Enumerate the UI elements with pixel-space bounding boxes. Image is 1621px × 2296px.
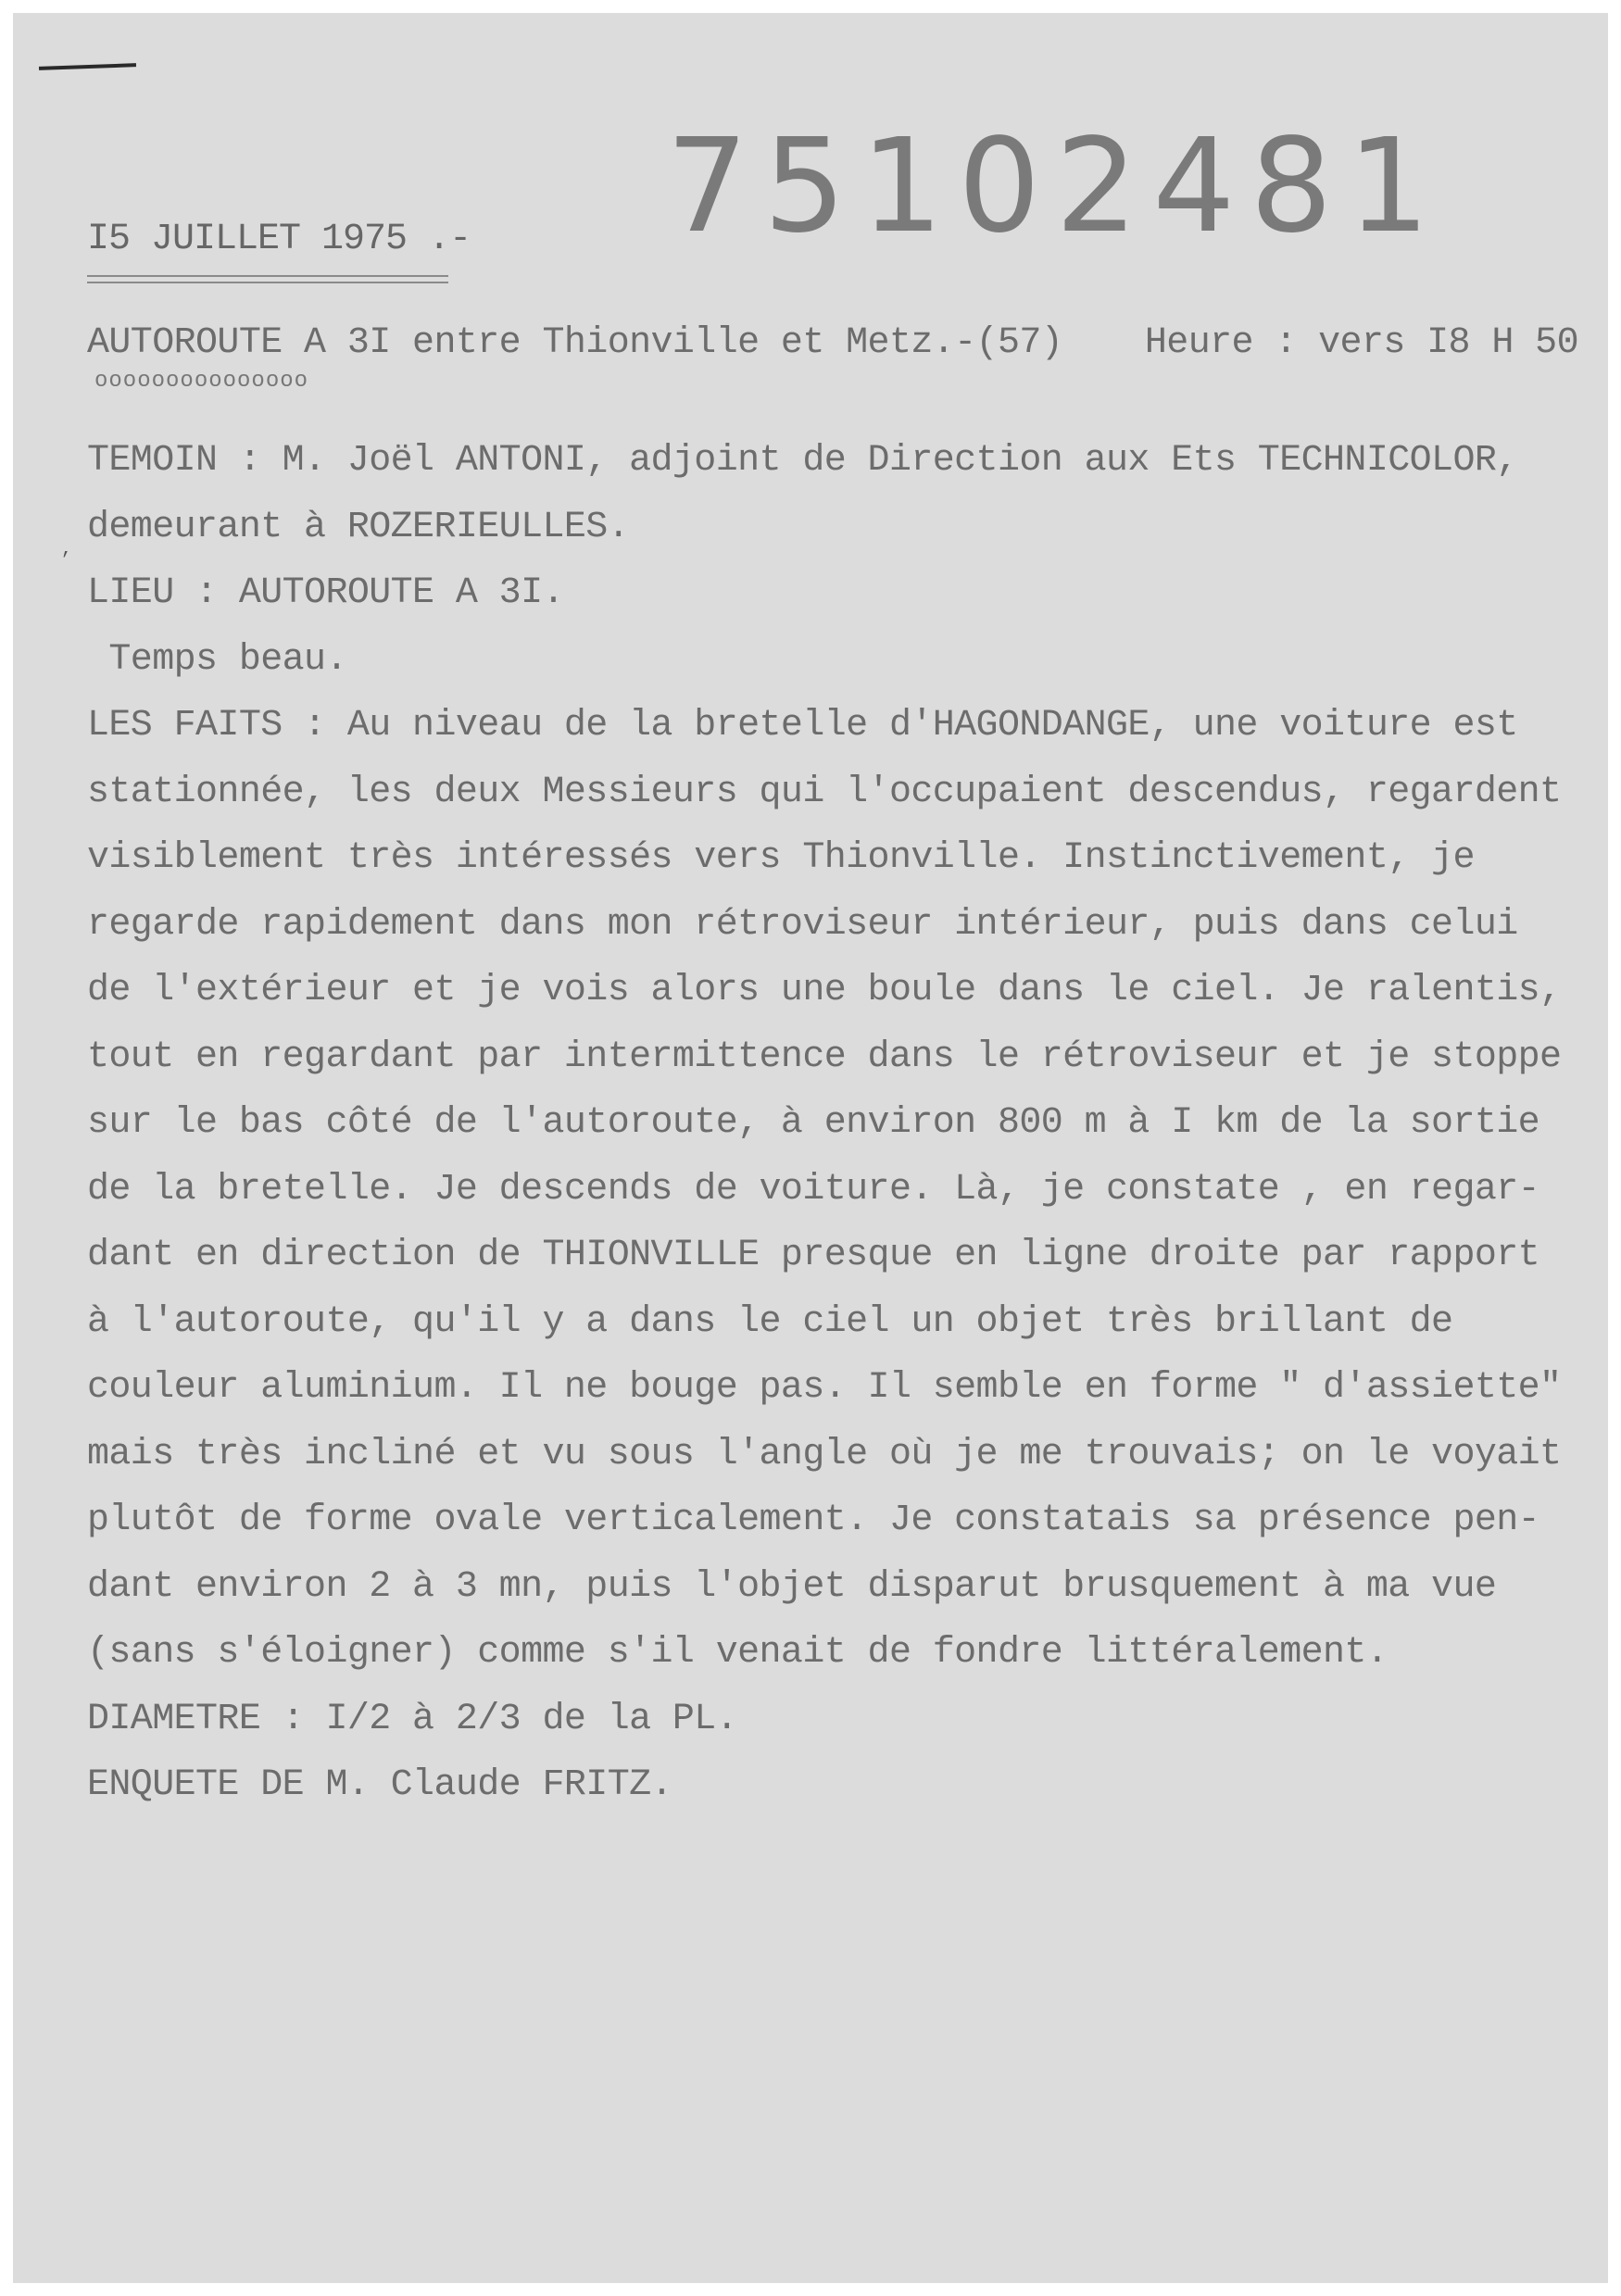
text-line: de la bretelle. Je descends de voiture. Là, je constate , en regar- <box>87 1168 1540 1211</box>
text-line: sur le bas côté de l'autoroute, à environ 800 m à I km de la sortie <box>87 1102 1540 1144</box>
margin-mark: , <box>61 539 73 560</box>
time-line: Heure : vers I8 H 50 <box>1144 322 1578 364</box>
date-underline <box>87 275 448 283</box>
report-date: I5 JUILLET 1975 .- <box>87 219 471 260</box>
text-line: TEMOIN : M. Joël ANTONI, adjoint de Direction aux Ets TECHNICOLOR, <box>87 440 1518 482</box>
circle-underline: ooooooooooooooo <box>94 369 309 394</box>
text-line: regarde rapidement dans mon rétroviseur intérieur, puis dans celui <box>87 903 1518 946</box>
corner-pen-mark <box>39 63 136 70</box>
text-line: demeurant à ROZERIEULLES. <box>87 506 630 548</box>
text-line: dant en direction de THIONVILLE presque en ligne droite par rapport <box>87 1235 1540 1276</box>
text-line: dant environ 2 à 3 mn, puis l'objet disparut brusquement à ma vue <box>87 1565 1497 1608</box>
text-line: (sans s'éloigner) comme s'il venait de fondre littéralement. <box>87 1632 1389 1674</box>
document-page <box>13 13 1608 2283</box>
text-line: DIAMETRE : I/2 à 2/3 de la PL. <box>87 1698 738 1740</box>
text-line: LIEU : AUTOROUTE A 3I. <box>87 572 564 614</box>
text-line: de l'extérieur et je vois alors une boule dans le ciel. Je ralentis, <box>87 970 1562 1011</box>
location-line: AUTOROUTE A 3I entre Thionville et Metz.-(57) <box>87 322 1063 364</box>
report-body <box>87 428 1578 1819</box>
text-line: tout en regardant par intermittence dans le rétroviseur et je stoppe <box>87 1035 1562 1078</box>
text-line: ENQUETE DE M. Claude FRITZ. <box>87 1764 672 1806</box>
text-line: à l'autoroute, qu'il y a dans le ciel un objet très brillant de <box>87 1300 1453 1343</box>
text-line: visiblement très intéressés vers Thionville. Instinctivement, je <box>87 837 1475 879</box>
text-line: couleur aluminium. Il ne bouge pas. Il semble en forme " d'assiette" <box>87 1367 1562 1409</box>
text-line: mais très incliné et vu sous l'angle où je me trouvais; on le voyait <box>87 1433 1562 1475</box>
text-line: stationnée, les deux Messieurs qui l'occupaient descendus, regardent <box>87 771 1562 813</box>
text-line: LES FAITS : Au niveau de la bretelle d'HAGONDANGE, une voiture est <box>87 705 1518 747</box>
reference-number: 75102481 <box>666 111 1445 262</box>
text-line: Temps beau. <box>87 638 347 681</box>
location-header <box>87 322 1578 364</box>
text-line: plutôt de forme ovale verticalement. Je constatais sa présence pen- <box>87 1499 1540 1541</box>
